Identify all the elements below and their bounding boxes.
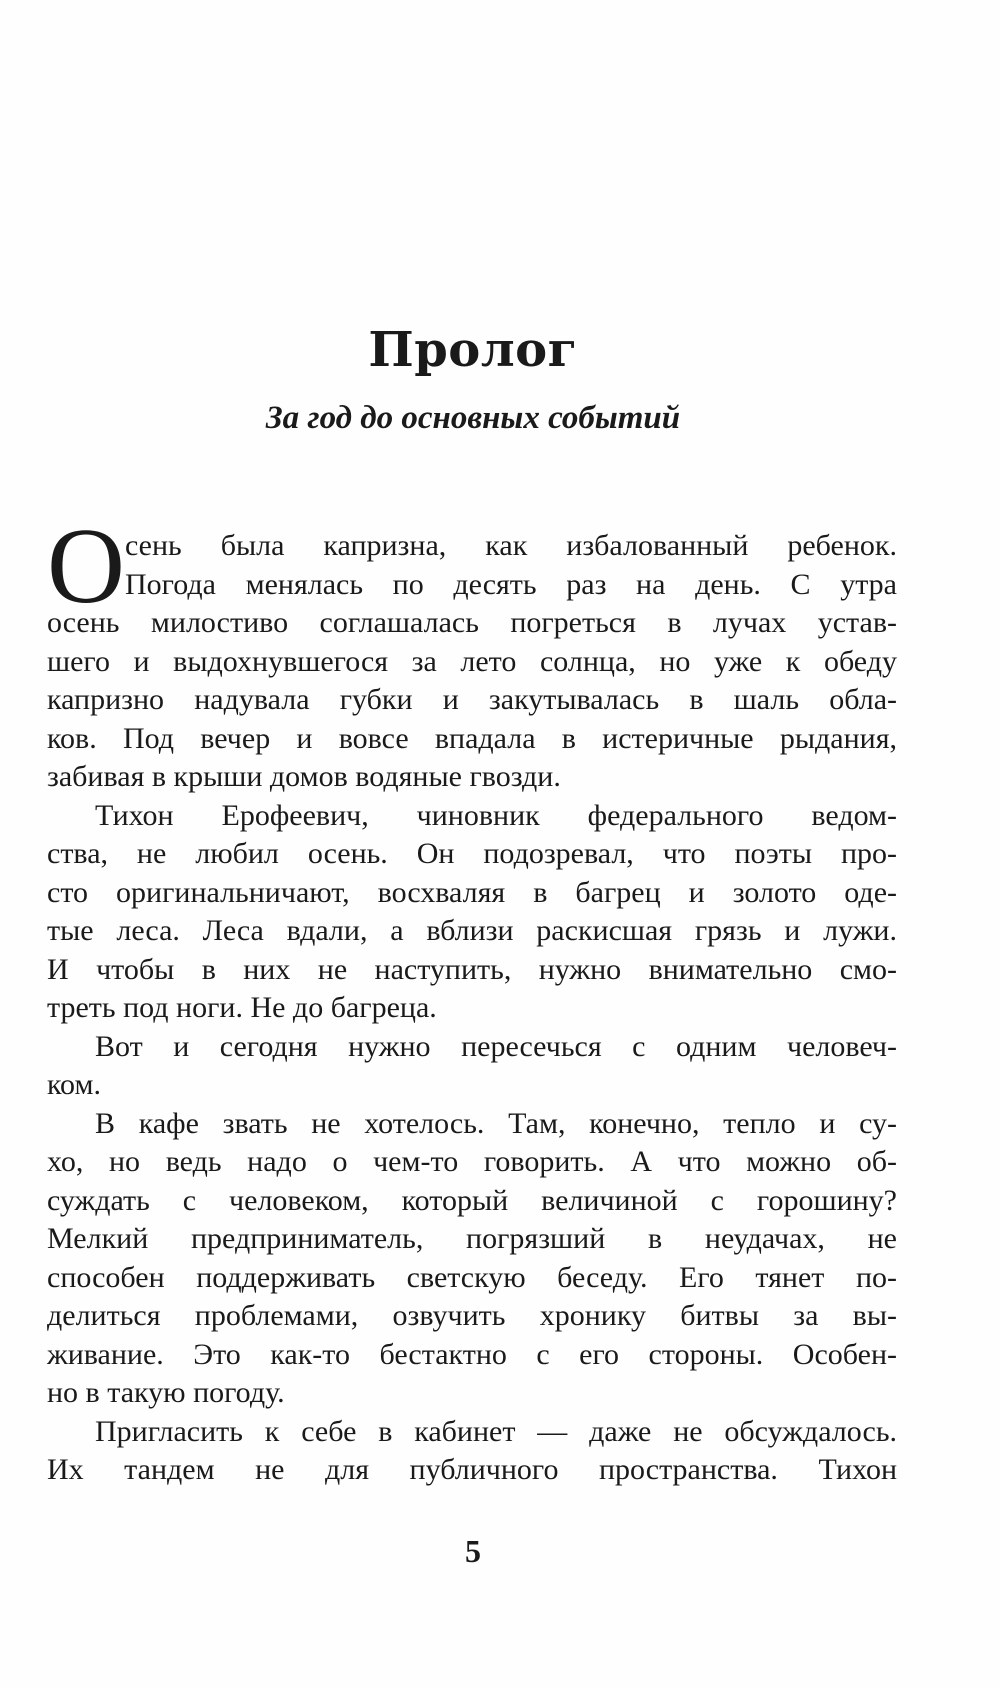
paragraph: [47, 1413, 897, 1490]
text-line: Погода менялась по десять раз на день. С утра: [125, 567, 897, 601]
text-line: способен поддерживать светскую беседу. Его тянет по-: [47, 1260, 897, 1294]
text-line: хо, но ведь надо о чем-то говорить. А что можно об-: [47, 1145, 897, 1178]
text-line: треть под ноги. Не до багреца.: [47, 991, 437, 1024]
text-line: тые леса. Леса вдали, а вблизи раскисшая грязь и лужи.: [47, 914, 897, 947]
drop-cap: О: [47, 507, 125, 626]
text-line: шего и выдохнувшегося за лето солнца, но уже к обеду: [47, 644, 897, 678]
text-line: Тихон Ерофеевич, чиновник федерального ведом-: [95, 798, 897, 832]
text-line: В кафе звать не хотелось. Там, конечно, тепло и су-: [95, 1106, 897, 1140]
text-line: делиться проблемами, озвучить хронику битвы за вы-: [47, 1299, 897, 1332]
text-line: ства, не любил осень. Он подозревал, что поэты про-: [47, 837, 897, 870]
text-line: Их тандем не для публичного пространства. Тихон: [47, 1453, 897, 1486]
text-line: ком.: [47, 1068, 101, 1101]
chapter-subtitle: За год до основных событий: [265, 400, 681, 436]
text-line: живание. Это как-то бестактно с его стороны. Особен-: [47, 1337, 897, 1371]
text-line: сто оригинальничают, восхваляя в багрец и золото оде-: [47, 875, 897, 909]
paragraph: [47, 507, 897, 797]
text-line: но в такую погоду.: [47, 1376, 285, 1409]
text-line: забивая в крыши домов водяные гвозди.: [47, 760, 561, 793]
text-line: И чтобы в них не наступить, нужно внимательно смо-: [47, 952, 897, 986]
text-line: Вот и сегодня нужно пересечься с одним человеч-: [95, 1029, 897, 1063]
text-line: Пригласить к себе в кабинет — даже не обсуждалось.: [95, 1414, 897, 1448]
text-line: ков. Под вечер и вовсе впадала в истеричные рыдания,: [47, 721, 897, 755]
text-line: Мелкий предприниматель, погрязший в неудачах, не: [47, 1222, 897, 1255]
paragraph: [47, 1028, 897, 1105]
text-line: осень милостиво соглашалась погреться в лучах устав-: [47, 606, 897, 639]
body-text: [47, 507, 897, 1490]
text-line: суждать с человеком, который величиной с горошину?: [47, 1183, 897, 1217]
paragraph: [47, 797, 897, 1028]
text-line: сень была капризна, как избалованный ребенок.: [125, 529, 897, 562]
page-number: 5: [465, 1533, 481, 1569]
paragraph: [47, 1105, 897, 1413]
text-line: капризно надувала губки и закутывалась в шаль обла-: [47, 683, 897, 716]
chapter-title: Пролог: [368, 322, 578, 378]
